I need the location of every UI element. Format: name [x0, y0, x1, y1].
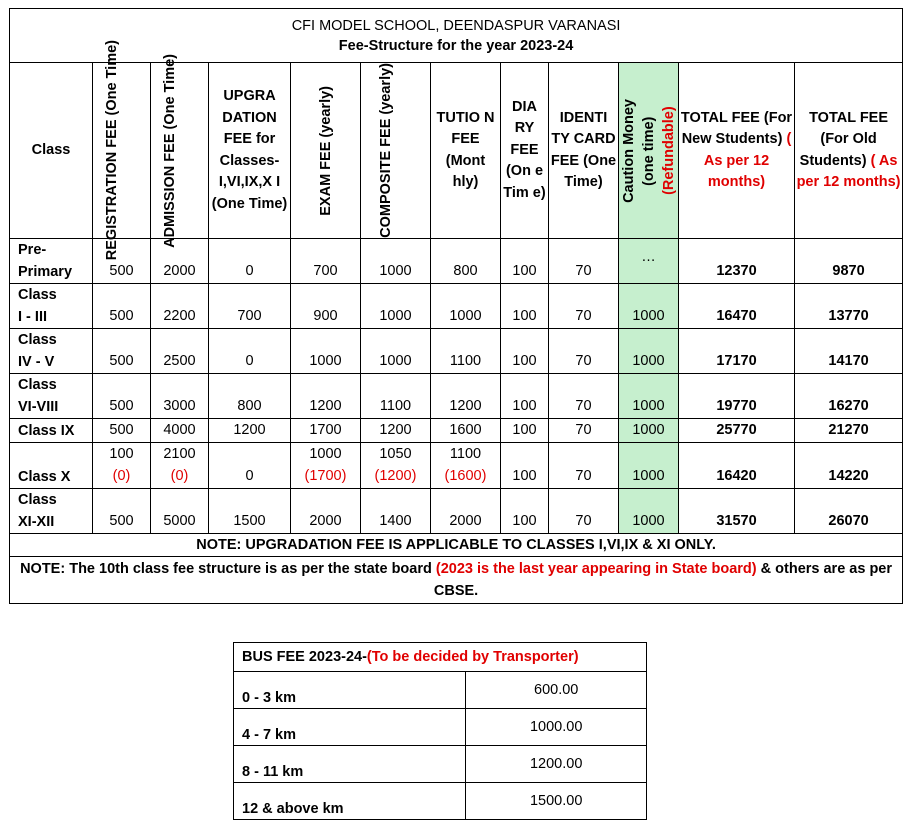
- tuition-fee-cell: 2000: [431, 489, 501, 534]
- admission-fee-cell: 3000: [151, 374, 209, 419]
- table-row: [10, 419, 903, 443]
- total-fee-old-cell: 14220: [795, 443, 903, 489]
- total-fee-old-cell: 16270: [795, 374, 903, 419]
- composite-fee-cell: 1050 (1200): [361, 443, 431, 489]
- bus-fee-amount: 1000.00: [466, 709, 647, 746]
- tuition-fee-cell: 1600: [431, 419, 501, 443]
- exam-fee-cell: 1200: [291, 374, 361, 419]
- upgradation-fee-cell: 1500: [209, 489, 291, 534]
- distance-range: 12 & above km: [234, 783, 466, 820]
- distance-range: 4 - 7 km: [234, 709, 466, 746]
- composite-fee-cell: 1000: [361, 239, 431, 284]
- bus-fee-amount: 600.00: [466, 672, 647, 709]
- diary-fee-cell: 100: [501, 374, 549, 419]
- exam-fee-cell: 1000: [291, 329, 361, 374]
- total-fee-new-cell: 17170: [679, 329, 795, 374]
- header-identity-card-fee: IDENTI TY CARD FEE (One Time): [549, 63, 619, 239]
- exam-fee-cell: 900: [291, 284, 361, 329]
- caution-money-cell: 1000: [619, 374, 679, 419]
- upgradation-fee-cell: 700: [209, 284, 291, 329]
- admission-fee-cell: 5000: [151, 489, 209, 534]
- total-fee-old-cell: 26070: [795, 489, 903, 534]
- bus-fee-table: [233, 642, 647, 820]
- caution-money-cell: 1000: [619, 329, 679, 374]
- table-title: [10, 9, 903, 63]
- total-fee-new-cell: 12370: [679, 239, 795, 284]
- caution-money-label: Caution Money: [620, 98, 637, 203]
- identity-card-fee-cell: 70: [549, 329, 619, 374]
- tuition-fee-cell: 1100: [431, 329, 501, 374]
- class-cell: Class XI-XII: [10, 489, 93, 534]
- exam-fee-cell: 1700: [291, 419, 361, 443]
- identity-card-fee-cell: 70: [549, 489, 619, 534]
- class-cell: Class X: [10, 443, 93, 489]
- identity-card-fee-cell: 70: [549, 239, 619, 284]
- admission-fee-cell: 2200: [151, 284, 209, 329]
- identity-card-fee-cell: 70: [549, 419, 619, 443]
- bus-fee-amount: 1200.00: [466, 746, 647, 783]
- admission-fee-cell: 2000: [151, 239, 209, 284]
- total-fee-old-cell: 13770: [795, 284, 903, 329]
- exam-fee-cell: 1000 (1700): [291, 443, 361, 489]
- caution-money-onetime: (one time): [640, 115, 657, 186]
- total-fee-new-cell: 31570: [679, 489, 795, 534]
- table-row: [10, 443, 903, 489]
- header-total-fee-new: TOTAL FEE (For New Students) ( As per 12 months): [679, 63, 795, 239]
- diary-fee-cell: 100: [501, 239, 549, 284]
- total-fee-old-cell: 21270: [795, 419, 903, 443]
- distance-range: 8 - 11 km: [234, 746, 466, 783]
- total-fee-new-cell: 16420: [679, 443, 795, 489]
- header-exam-fee: EXAM FEE (yearly): [291, 63, 361, 239]
- class-cell: Class IX: [10, 419, 93, 443]
- registration-fee-cell: 500: [93, 489, 151, 534]
- bus-fee-row: [234, 746, 647, 783]
- diary-fee-cell: 100: [501, 489, 549, 534]
- composite-fee-cell: 1400: [361, 489, 431, 534]
- exam-fee-cell: 2000: [291, 489, 361, 534]
- bus-fee-amount: 1500.00: [466, 783, 647, 820]
- exam-fee-cell: 700: [291, 239, 361, 284]
- composite-fee-cell: 1100: [361, 374, 431, 419]
- bus-fee-header: BUS FEE 2023-24-(To be decided by Transporter): [234, 643, 647, 672]
- header-upgradation-fee: UPGRA DATION FEE for Classes- I,VI,IX,X I (One Time): [209, 63, 291, 239]
- distance-range: 0 - 3 km: [234, 672, 466, 709]
- caution-money-cell: 1000: [619, 443, 679, 489]
- header-tuition-fee: TUTIO N FEE (Mont hly): [431, 63, 501, 239]
- registration-fee-cell: 500: [93, 284, 151, 329]
- caution-money-refundable: (Refundable): [660, 106, 677, 195]
- caution-money-cell: 1000: [619, 419, 679, 443]
- header-diary-fee: DIA RY FEE (On e Tim e): [501, 63, 549, 239]
- header-admission-fee: ADMISSION FEE (One Time): [151, 63, 209, 239]
- upgradation-fee-cell: 800: [209, 374, 291, 419]
- identity-card-fee-cell: 70: [549, 443, 619, 489]
- class-cell: Pre- Primary: [10, 239, 93, 284]
- class-cell: Class IV - V: [10, 329, 93, 374]
- composite-fee-cell: 1200: [361, 419, 431, 443]
- tuition-fee-cell: 1000: [431, 284, 501, 329]
- header-caution-money: [619, 63, 679, 239]
- total-fee-new-cell: 25770: [679, 419, 795, 443]
- header-total-fee-old: TOTAL FEE (For Old Students) ( As per 12 months): [795, 63, 903, 239]
- class-cell: Class I - III: [10, 284, 93, 329]
- header-composite-fee: COMPOSITE FEE (yearly): [361, 63, 431, 239]
- bus-fee-row: [234, 783, 647, 820]
- diary-fee-cell: 100: [501, 419, 549, 443]
- tuition-fee-cell: 800: [431, 239, 501, 284]
- identity-card-fee-cell: 70: [549, 374, 619, 419]
- registration-fee-cell: 500: [93, 239, 151, 284]
- composite-fee-cell: 1000: [361, 329, 431, 374]
- admission-fee-cell: 2100 (0): [151, 443, 209, 489]
- caution-money-cell: 1000: [619, 284, 679, 329]
- diary-fee-cell: 100: [501, 284, 549, 329]
- table-row: [10, 329, 903, 374]
- upgradation-fee-cell: 1200: [209, 419, 291, 443]
- bus-fee-row: [234, 709, 647, 746]
- total-fee-old-cell: 9870: [795, 239, 903, 284]
- admission-fee-cell: 2500: [151, 329, 209, 374]
- table-row: [10, 239, 903, 284]
- registration-fee-cell: 500: [93, 419, 151, 443]
- composite-fee-cell: 1000: [361, 284, 431, 329]
- total-fee-old-cell: 14170: [795, 329, 903, 374]
- bus-fee-row: [234, 672, 647, 709]
- tuition-fee-cell: 1100 (1600): [431, 443, 501, 489]
- total-fee-new-cell: 19770: [679, 374, 795, 419]
- header-class: Class: [10, 63, 93, 239]
- class-cell: Class VI-VIII: [10, 374, 93, 419]
- registration-fee-cell: 100 (0): [93, 443, 151, 489]
- table-row: [10, 374, 903, 419]
- caution-money-cell: …: [619, 239, 679, 284]
- diary-fee-cell: 100: [501, 443, 549, 489]
- caution-money-cell: 1000: [619, 489, 679, 534]
- fee-structure-subtitle: Fee-Structure for the year 2023-24: [338, 37, 574, 54]
- identity-card-fee-cell: 70: [549, 284, 619, 329]
- table-row: [10, 489, 903, 534]
- tuition-fee-cell: 1200: [431, 374, 501, 419]
- upgradation-fee-cell: 0: [209, 239, 291, 284]
- upgradation-fee-cell: 0: [209, 443, 291, 489]
- school-name: CFI MODEL SCHOOL, DEENDASPUR VARANASI: [291, 17, 621, 34]
- note-upgradation: NOTE: UPGRADATION FEE IS APPLICABLE TO CLASSES I,VI,IX & XI ONLY.: [10, 534, 903, 557]
- admission-fee-cell: 4000: [151, 419, 209, 443]
- header-registration-fee: REGISTRATION FEE (One Time): [93, 63, 151, 239]
- total-fee-new-cell: 16470: [679, 284, 795, 329]
- note-board: NOTE: The 10th class fee structure is as per the state board (2023 is the last year appearing in State board) & others are as per CBSE.: [10, 557, 903, 604]
- table-row: [10, 284, 903, 329]
- upgradation-fee-cell: 0: [209, 329, 291, 374]
- diary-fee-cell: 100: [501, 329, 549, 374]
- registration-fee-cell: 500: [93, 374, 151, 419]
- registration-fee-cell: 500: [93, 329, 151, 374]
- fee-structure-table: [9, 8, 903, 604]
